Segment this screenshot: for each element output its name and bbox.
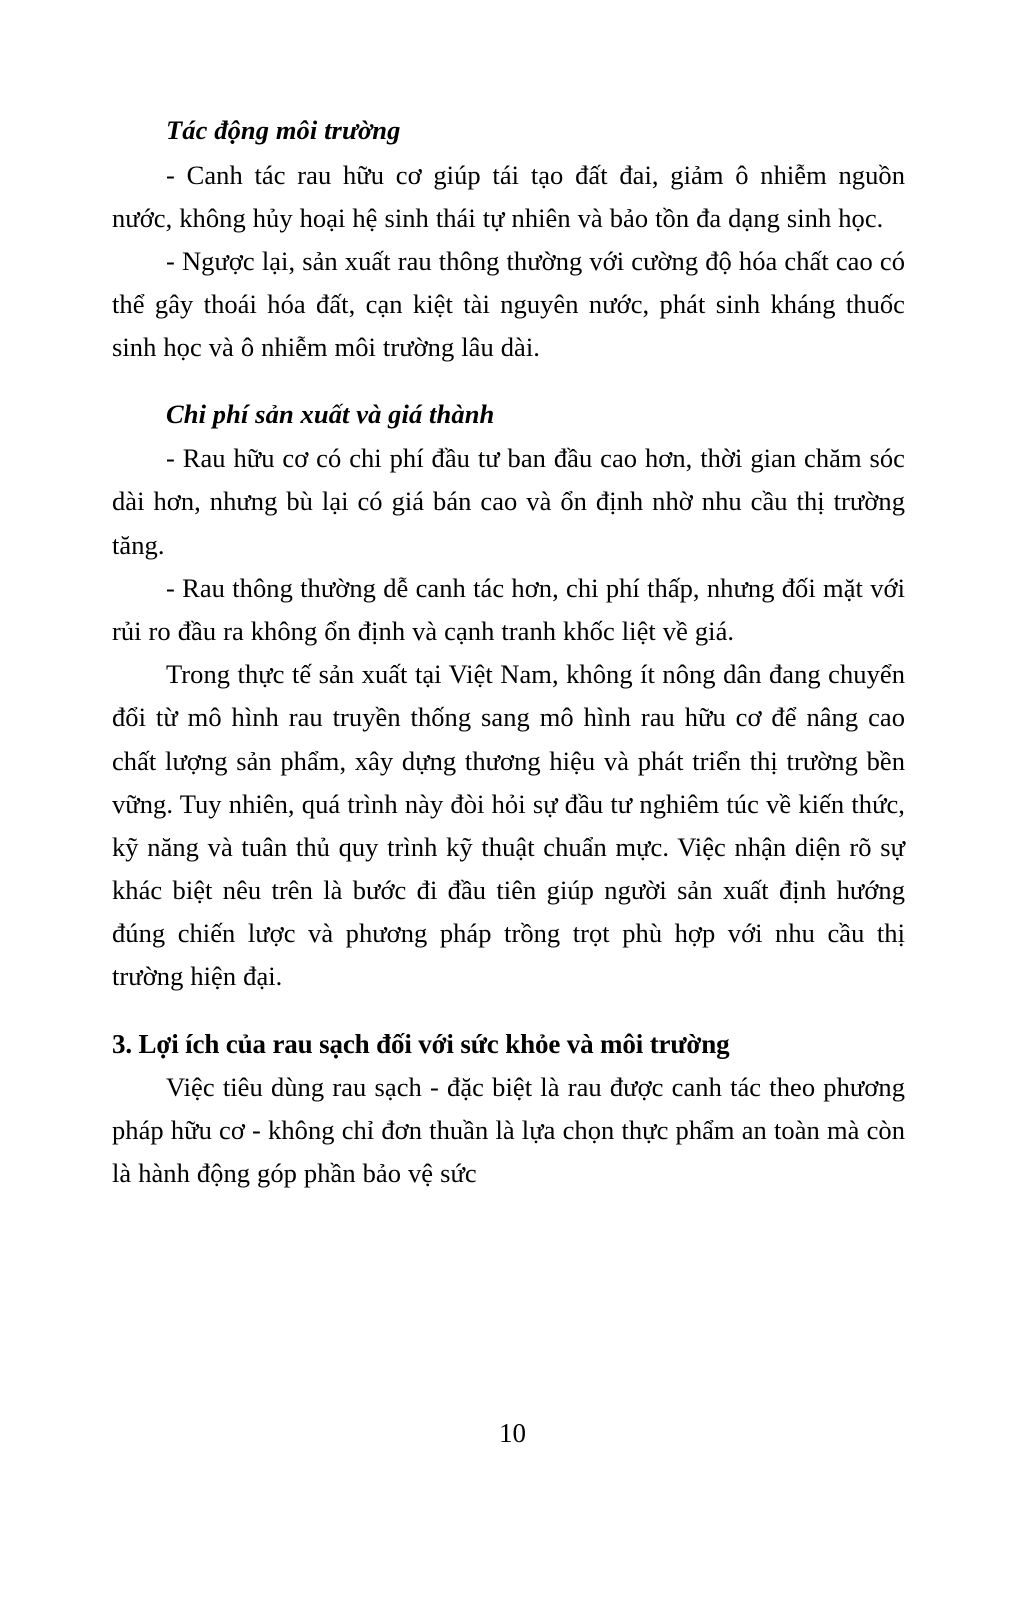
paragraph-organic-benefits: - Canh tác rau hữu cơ giúp tái tạo đất đai, giảm ô nhiễm nguồn nước, không hủy hoại hệ sinh thái tự nhiên và bảo tồn đa dạng sinh học. — [112, 159, 905, 233]
subheading-environmental-impact: Tác động môi trường — [166, 115, 401, 145]
paragraph-conventional-cost: - Rau thông thường dễ canh tác hơn, chi phí thấp, nhưng đối mặt với rủi ro đầu ra không ổn định và cạnh tranh khốc liệt về giá. — [112, 572, 905, 646]
subheading-production-cost: Chi phí sản xuất và giá thành — [166, 398, 495, 429]
paragraph-conventional-drawbacks: - Ngược lại, sản xuất rau thông thường với cường độ hóa chất cao có thể gây thoái hóa đất, cạn kiệt tài nguyên nước, phát sinh kháng thuốc sinh học và ô nhiễm môi trường lâu dài. — [112, 246, 905, 363]
page-number: 10 — [499, 1418, 526, 1448]
paragraph-organic-cost: - Rau hữu cơ có chi phí đầu tư ban đầu cao hơn, thời gian chăm sóc dài hơn, nhưng bù lại có giá bán cao và ổn định nhờ nhu cầu thị trường tăng. — [112, 443, 905, 560]
paragraph-vietnam-context: Trong thực tế sản xuất tại Việt Nam, không ít nông dân đang chuyển đổi từ mô hình rau truyền thống sang mô hình rau hữu cơ để nâng cao chất lượng sản phẩm, xây dựng thương hiệu và phát triển thị trường bền vững. Tuy nhiên, quá trình này đòi hỏi sự đầu tư nghiêm túc về kiến thức, kỹ năng và tuân thủ quy trình kỹ thuật chuẩn mực. Việc nhận diện rõ sự khác biệt nêu trên là bước đi đầu tiên giúp người sản xuất định hướng đúng chiến lược và phương pháp trồng trọt phù hợp với nhu cầu thị trường hiện đại. — [112, 659, 905, 992]
page-content — [112, 112, 905, 1195]
paragraph-clean-vegetable-consumption: Việc tiêu dùng rau sạch - đặc biệt là rau được canh tác theo phương pháp hữu cơ - không chỉ đơn thuần là lựa chọn thực phẩm an toàn mà còn là hành động góp phần bảo vệ sức — [112, 1071, 905, 1189]
section-heading-benefits: 3. Lợi ích của rau sạch đối với sức khỏe và môi trường — [112, 1028, 730, 1059]
